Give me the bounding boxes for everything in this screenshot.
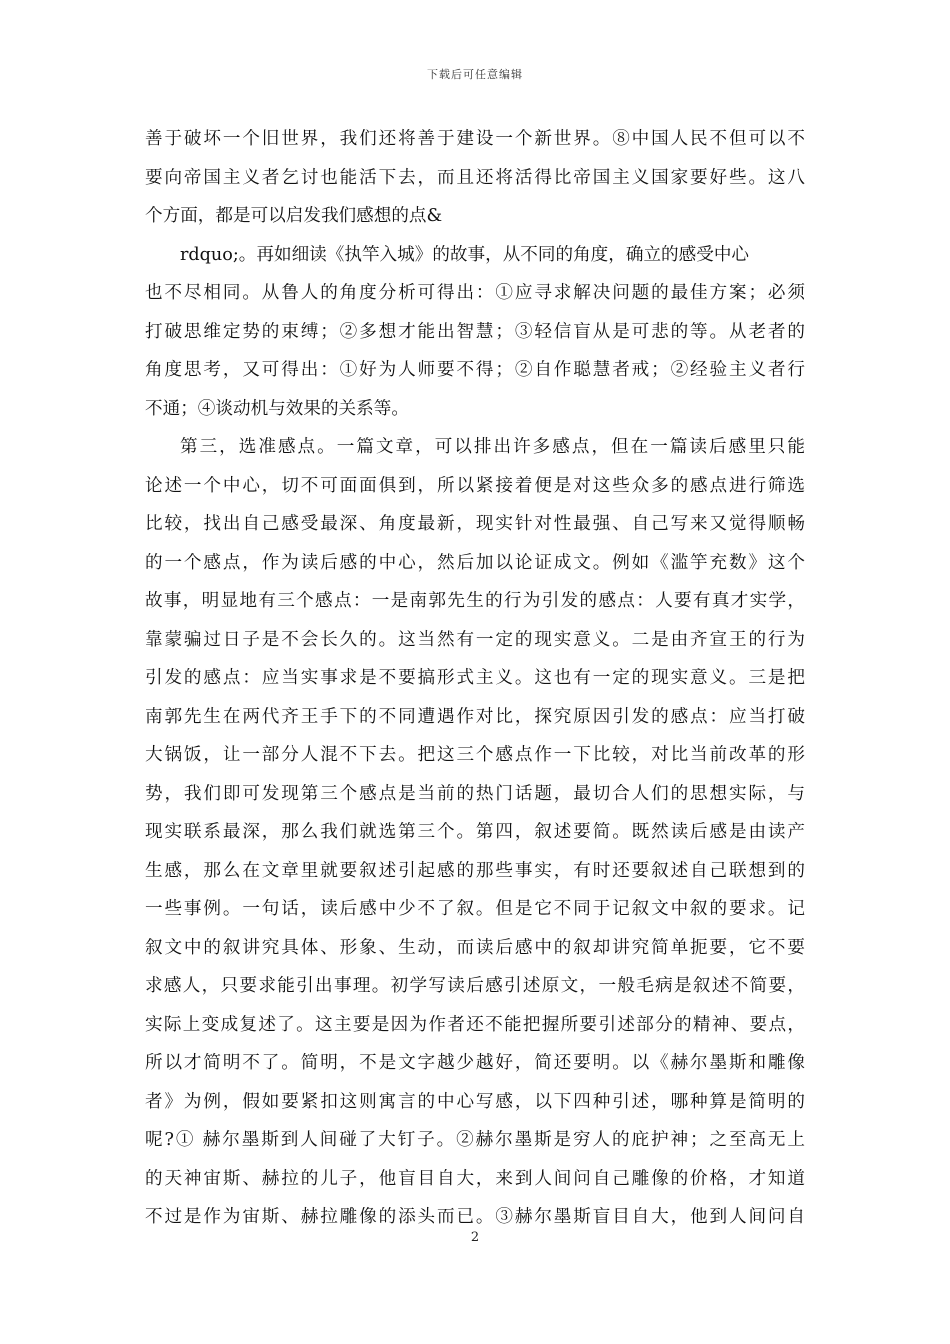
text-line: 呢?① 赫尔墨斯到人间碰了大钉子。②赫尔墨斯是穷人的庇护神；之至高无上 [145, 1130, 805, 1150]
text-line: 大锅饭，让一部分人混不下去。把这三个感点作一下比较，对比当前改革的形 [145, 745, 805, 765]
text-line: 实际上变成复述了。这主要是因为作者还不能把握所要引述部分的精神、要点， [145, 1014, 805, 1035]
text-line: 不过是作为宙斯、赫拉雕像的添头而已。③赫尔墨斯盲目自大，他到人间问自 [145, 1207, 805, 1227]
text-line: 个方面，都是可以启发我们感想的点& [145, 206, 443, 226]
text-line: 不通；④谈动机与效果的关系等。 [145, 398, 409, 419]
text-line: rdquo;。再如细读《执竿入城》的故事，从不同的角度，确立的感受中心 [180, 244, 750, 265]
text-line: 叙文中的叙讲究具体、形象、生动，而读后感中的叙却讲究简单扼要，它不要 [145, 937, 805, 958]
text-line: 求感人，只要求能引出事理。初学写读后感引述原文，一般毛病是叙述不简要， [145, 976, 805, 996]
text-line: 生感，那么在文章里就要叙述引起感的那些事实，有时还要叙述自己联想到的 [145, 860, 805, 881]
page-header: 下载后可任意编辑 [427, 68, 523, 81]
text-line: 靠蒙骗过日子是不会长久的。这当然有一定的现实意义。二是由齐宣王的行为 [145, 629, 805, 650]
text-line: 的天神宙斯、赫拉的儿子，他盲目自大，来到人间问自己雕像的价格，才知道 [145, 1168, 805, 1189]
text-line: 故事，明显地有三个感点：一是南郭先生的行为引发的感点：人要有真才实学， [145, 591, 805, 611]
text-line: 善于破坏一个旧世界，我们还将善于建设一个新世界。⑧中国人民不但可以不 [145, 129, 805, 149]
text-line: 比较，找出自己感受最深、角度最新，现实针对性最强、自己写来又觉得顺畅 [145, 514, 805, 534]
text-line: 角度思考，又可得出：①好为人师要不得；②自作聪慧者戒；②经验主义者行 [145, 360, 805, 380]
text-line: 第三，选准感点。一篇文章，可以排出许多感点，但在一篇读后感里只能 [180, 437, 805, 457]
document-body [145, 120, 805, 1237]
text-line: 势，我们即可发现第三个感点是当前的热门话题，最切合人们的思想实际，与 [145, 783, 805, 804]
text-line: 打破思维定势的束缚；②多想才能出智慧；③轻信盲从是可悲的等。从老者的 [145, 321, 805, 342]
text-line: 也不尽相同。从鲁人的角度分析可得出：①应寻求解决问题的最佳方案；必须 [145, 283, 805, 303]
text-line: 南郭先生在两代齐王手下的不同遭遇作对比，探究原因引发的感点：应当打破 [145, 706, 805, 727]
text-line: 引发的感点：应当实事求是不要搞形式主义。这也有一定的现实意义。三是把 [145, 668, 805, 688]
text-line: 现实联系最深，那么我们就选第三个。第四，叙述要简。既然读后感是由读产 [145, 822, 805, 842]
text-line: 的一个感点，作为读后感的中心，然后加以论证成文。例如《滥竽充数》这个 [145, 552, 805, 573]
text-line: 要向帝国主义者乞讨也能活下去，而且还将活得比帝国主义国家要好些。这八 [145, 167, 805, 188]
text-line: 论述一个中心，切不可面面俱到，所以紧接着便是对这些众多的感点进行筛选 [145, 475, 805, 496]
page-number: 2 [470, 1230, 480, 1245]
text-line: 者》为例，假如要紧扣这则寓言的中心写感，以下四种引述，哪种算是简明的 [145, 1091, 805, 1112]
text-line: 一些事例。一句话，读后感中少不了叙。但是它不同于记叙文中叙的要求。记 [145, 899, 805, 919]
text-line: 所以才简明不了。简明，不是文字越少越好，简还要明。以《赫尔墨斯和雕像 [145, 1053, 805, 1073]
